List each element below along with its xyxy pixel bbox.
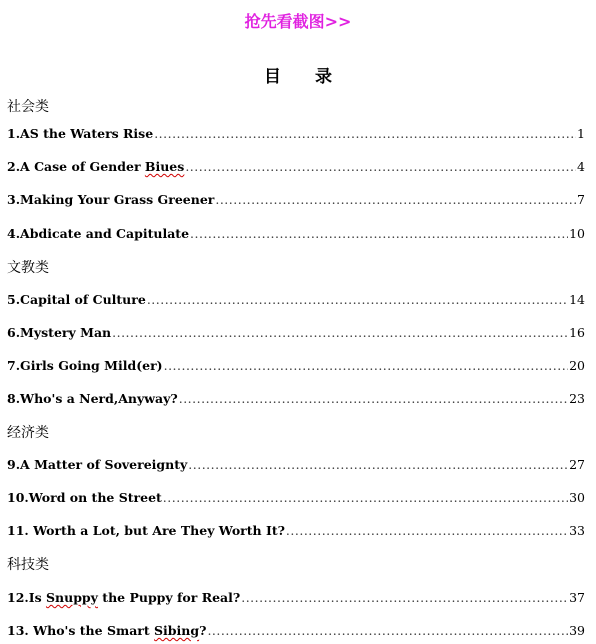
leader-dots — [207, 623, 568, 638]
toc-entry[interactable] — [7, 523, 585, 538]
toc-entry-title: 1.AS the Waters Rise — [7, 126, 154, 141]
toc-entry-page: 30 — [569, 490, 585, 505]
toc-entry[interactable] — [7, 358, 585, 373]
toc-entry-title: 4.Abdicate and Capitulate — [7, 226, 190, 241]
leader-dots — [164, 358, 569, 373]
toc-entry-page: 37 — [569, 590, 585, 605]
toc-entry[interactable] — [7, 159, 585, 174]
toc-entry-title: 5.Capital of Culture — [7, 292, 146, 307]
leader-dots — [163, 490, 568, 505]
toc-entry-title: 11. Worth a Lot, but Are They Worth It? — [7, 523, 285, 538]
toc-entry-page: 16 — [569, 325, 585, 340]
toc-entry-page: 14 — [569, 292, 585, 307]
toc-entry-page: 39 — [569, 623, 585, 638]
toc-entry-title: 3.Making Your Grass Greener — [7, 192, 215, 207]
leader-dots — [179, 391, 568, 406]
category-heading-science-technology: 科技类 — [7, 557, 49, 573]
toc-entry-title: 6.Mystery Man — [7, 325, 112, 340]
toc-entry-title: 8.Who's a Nerd,Anyway? — [7, 391, 178, 406]
toc-entry[interactable] — [7, 325, 585, 340]
toc-entry-page: 7 — [577, 192, 585, 207]
category-heading-culture-education: 文教类 — [7, 260, 49, 276]
toc-entry-page: 23 — [569, 391, 585, 406]
spelling-error-word: Sibing — [154, 623, 200, 638]
toc-entry-page: 20 — [569, 358, 585, 373]
spelling-error-word: Snuppy — [45, 590, 98, 605]
toc-entry-title: 12.Is Snuppy the Puppy for Real? — [7, 590, 241, 605]
toc-entry[interactable] — [7, 292, 585, 307]
leader-dots — [147, 292, 568, 307]
toc-entry[interactable] — [7, 623, 585, 638]
toc-entry-title: 10.Word on the Street — [7, 490, 162, 505]
category-heading-society: 社会类 — [7, 99, 49, 115]
toc-entry[interactable] — [7, 192, 585, 207]
toc-entry-title: 13. Who's the Smart Sibing? — [7, 623, 207, 638]
toc-entry-title: 7.Girls Going Mild(er) — [7, 358, 163, 373]
toc-entry-page: 4 — [577, 159, 585, 174]
toc-entry-page: 1 — [577, 126, 585, 141]
leader-dots — [241, 590, 568, 605]
preview-screenshots-link[interactable]: 抢先看截图>> — [244, 12, 352, 31]
toc-entry[interactable] — [7, 490, 585, 505]
category-heading-economy: 经济类 — [7, 425, 49, 441]
leader-dots — [215, 192, 576, 207]
toc-entry-title: 2.A Case of Gender Biues — [7, 159, 185, 174]
toc-heading: 目 录 — [264, 67, 346, 87]
spelling-error-word: Biues — [144, 159, 185, 174]
leader-dots — [286, 523, 568, 538]
toc-entry[interactable] — [7, 457, 585, 472]
toc-entry[interactable] — [7, 590, 585, 605]
leader-dots — [154, 126, 576, 141]
leader-dots — [185, 159, 576, 174]
toc-entry[interactable] — [7, 226, 585, 241]
leader-dots — [188, 457, 568, 472]
toc-entry-page: 27 — [569, 457, 585, 472]
toc-entry[interactable] — [7, 391, 585, 406]
toc-entry-page: 33 — [569, 523, 585, 538]
leader-dots — [112, 325, 568, 340]
toc-entry-page: 10 — [569, 226, 585, 241]
leader-dots — [190, 226, 568, 241]
toc-entry[interactable] — [7, 126, 585, 141]
toc-entry-title: 9.A Matter of Sovereignty — [7, 457, 188, 472]
